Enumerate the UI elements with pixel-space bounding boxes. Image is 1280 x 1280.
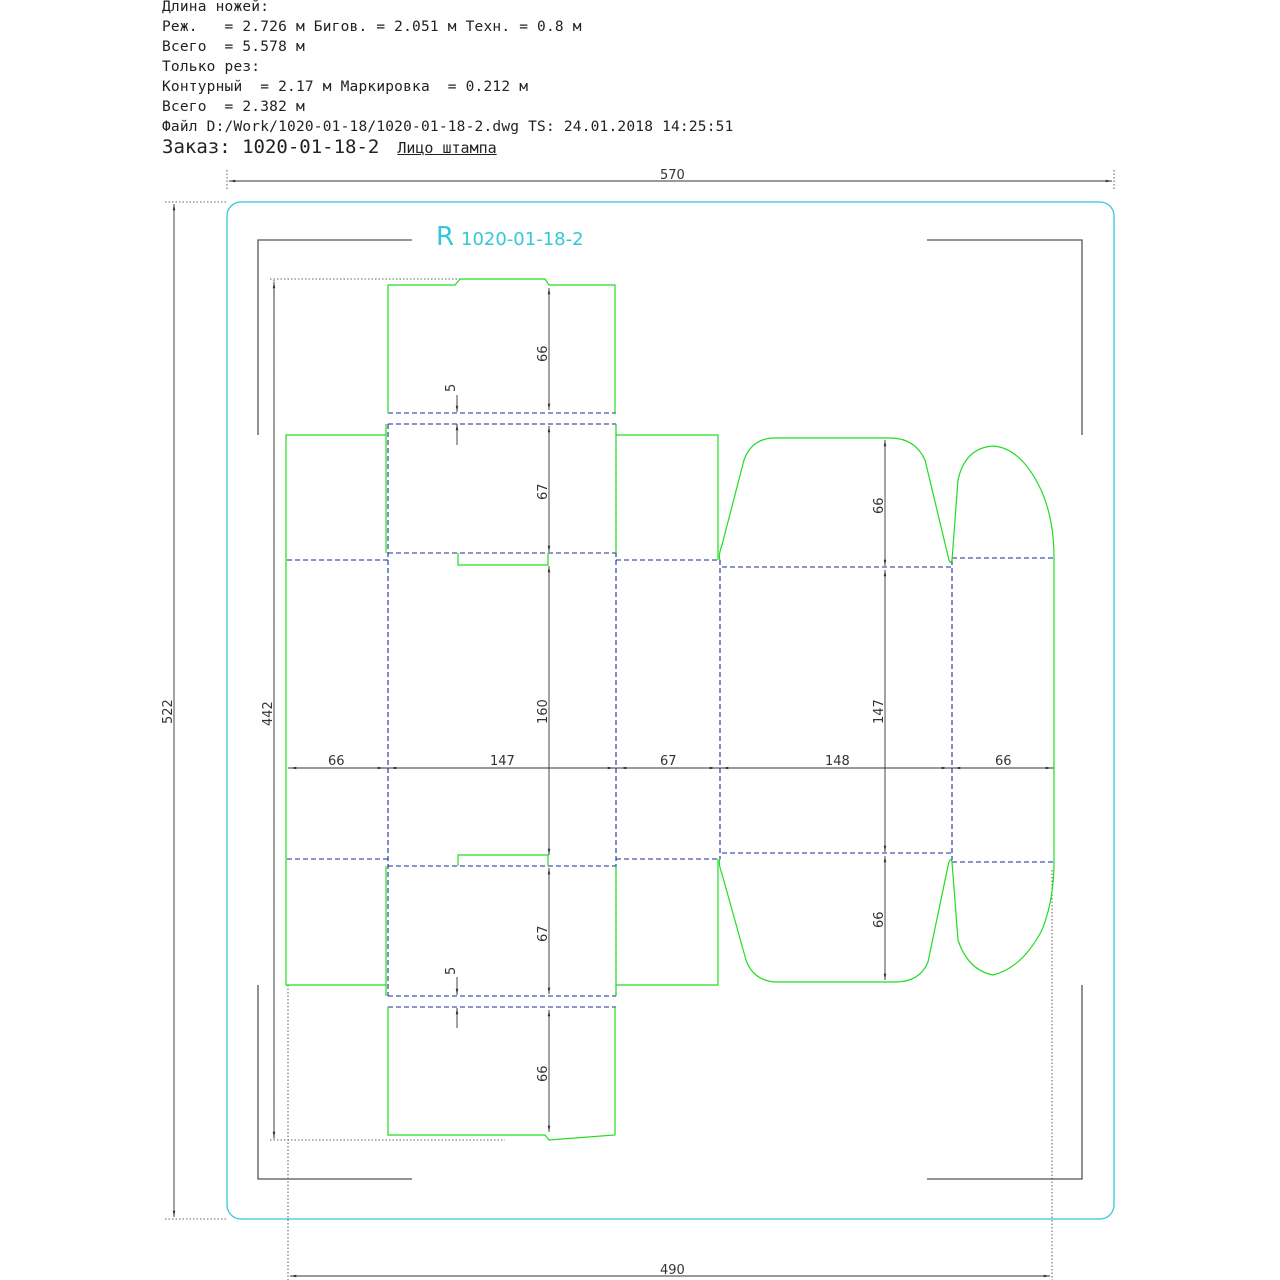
dim-panel-1: 66 xyxy=(328,754,345,769)
dim-gap-top: 5 xyxy=(444,383,459,392)
stamp-logo: R xyxy=(436,222,455,252)
dim-panel-4: 148 xyxy=(825,754,850,769)
order-label: Заказ: 1020-01-18-2 xyxy=(162,136,380,158)
file-line: Файл D:/Work/1020-01-18/1020-01-18-2.dwg TS: 24.01.2018 14:25:51 xyxy=(162,119,734,135)
dimension-lines xyxy=(165,170,1114,1280)
sheet-outline xyxy=(227,202,1114,1219)
dim-panel-3: 67 xyxy=(660,754,677,769)
knife-length-line: Реж. = 2.726 м Бигов. = 2.051 м Техн. = 0.8 м xyxy=(162,19,582,35)
crease-lines xyxy=(287,413,1054,1007)
knife-length-total: Всего = 5.578 м xyxy=(162,39,305,55)
dimension-texts xyxy=(161,168,1012,1278)
dim-right-flap-bottom: 66 xyxy=(872,911,887,928)
dim-depth-160: 160 xyxy=(536,699,551,724)
cut-only-title: Только рез: xyxy=(162,59,261,75)
cut-only-line: Контурный = 2.17 м Маркировка = 0.212 м xyxy=(162,79,529,95)
dimension-arrows xyxy=(174,181,1112,1276)
dim-right-flap-top: 66 xyxy=(872,497,887,514)
dim-flap-67-bottom: 67 xyxy=(536,925,551,942)
dim-blank-width: 490 xyxy=(660,1263,685,1278)
corner-brackets xyxy=(258,240,1082,1179)
stamp-label xyxy=(436,222,584,252)
dim-sheet-width: 570 xyxy=(660,168,685,183)
inner-dimension-lines xyxy=(457,288,885,1132)
face-label: Лицо штампа xyxy=(397,139,497,157)
knife-length-title: Длина ножей: xyxy=(162,0,270,15)
dim-flap-66-bottom: 66 xyxy=(536,1065,551,1082)
cut-only-total: Всего = 2.382 м xyxy=(162,99,305,115)
cut-lines xyxy=(286,279,1054,1140)
stamp-code: 1020-01-18-2 xyxy=(461,229,584,250)
dim-panel-5: 66 xyxy=(995,754,1012,769)
dim-flap-67-top: 67 xyxy=(536,483,551,500)
dim-depth-147: 147 xyxy=(872,699,887,724)
dim-blank-height: 442 xyxy=(261,701,276,726)
dim-flap-66-top: 66 xyxy=(536,345,551,362)
dim-sheet-height: 522 xyxy=(161,699,176,724)
dim-panel-2: 147 xyxy=(490,754,515,769)
dim-gap-bottom: 5 xyxy=(444,966,459,975)
